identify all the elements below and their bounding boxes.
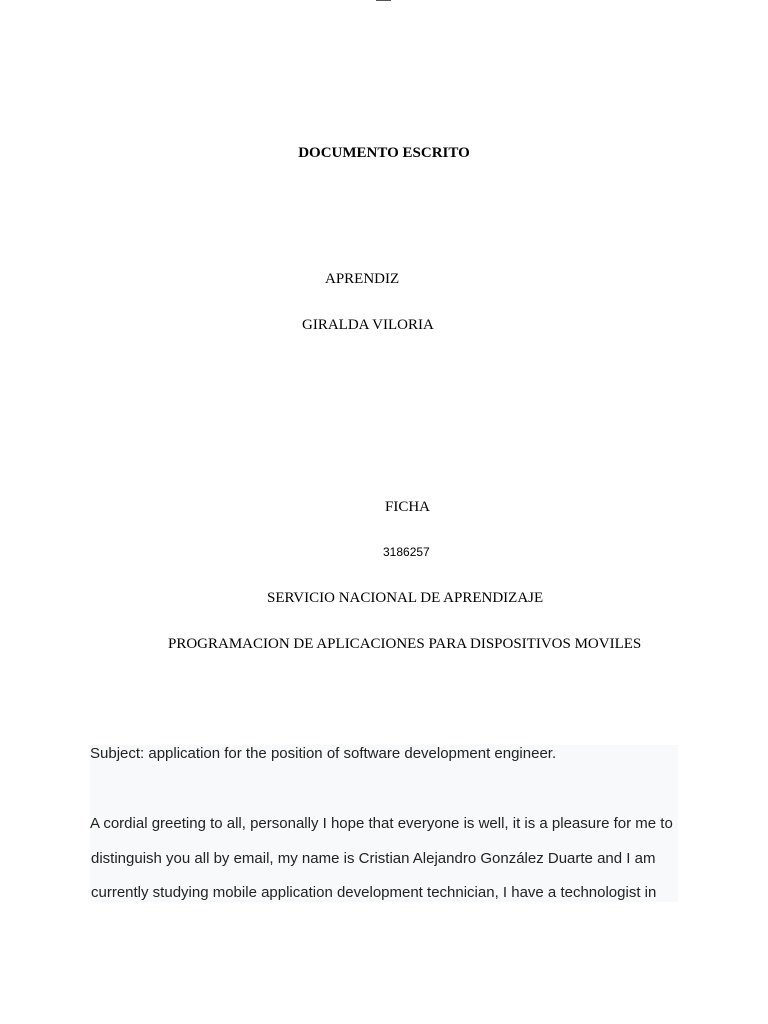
aprendiz-label: APRENDIZ — [325, 271, 400, 287]
letter-body-line: currently studying mobile application development technician, I have a technologist in — [91, 884, 657, 901]
ficha-number: 3186257 — [383, 545, 430, 559]
ficha-label: FICHA — [385, 499, 431, 515]
letter-subject: Subject: application for the position of software development engineer. — [90, 745, 557, 762]
header-mark — [376, 0, 391, 1]
letter-body-line: distinguish you all by email, my name is Cristian Alejandro González Duarte and I am — [91, 850, 656, 867]
document-title: DOCUMENTO ESCRITO — [298, 145, 470, 161]
program-name: PROGRAMACION DE APLICACIONES PARA DISPOSITIVOS MOVILES — [168, 636, 642, 652]
institution-name: SERVICIO NACIONAL DE APRENDIZAJE — [267, 590, 544, 606]
aprendiz-name: GIRALDA VILORIA — [302, 317, 434, 333]
letter-body-line: A cordial greeting to all, personally I hope that everyone is well, it is a pleasure for me to — [90, 815, 673, 832]
